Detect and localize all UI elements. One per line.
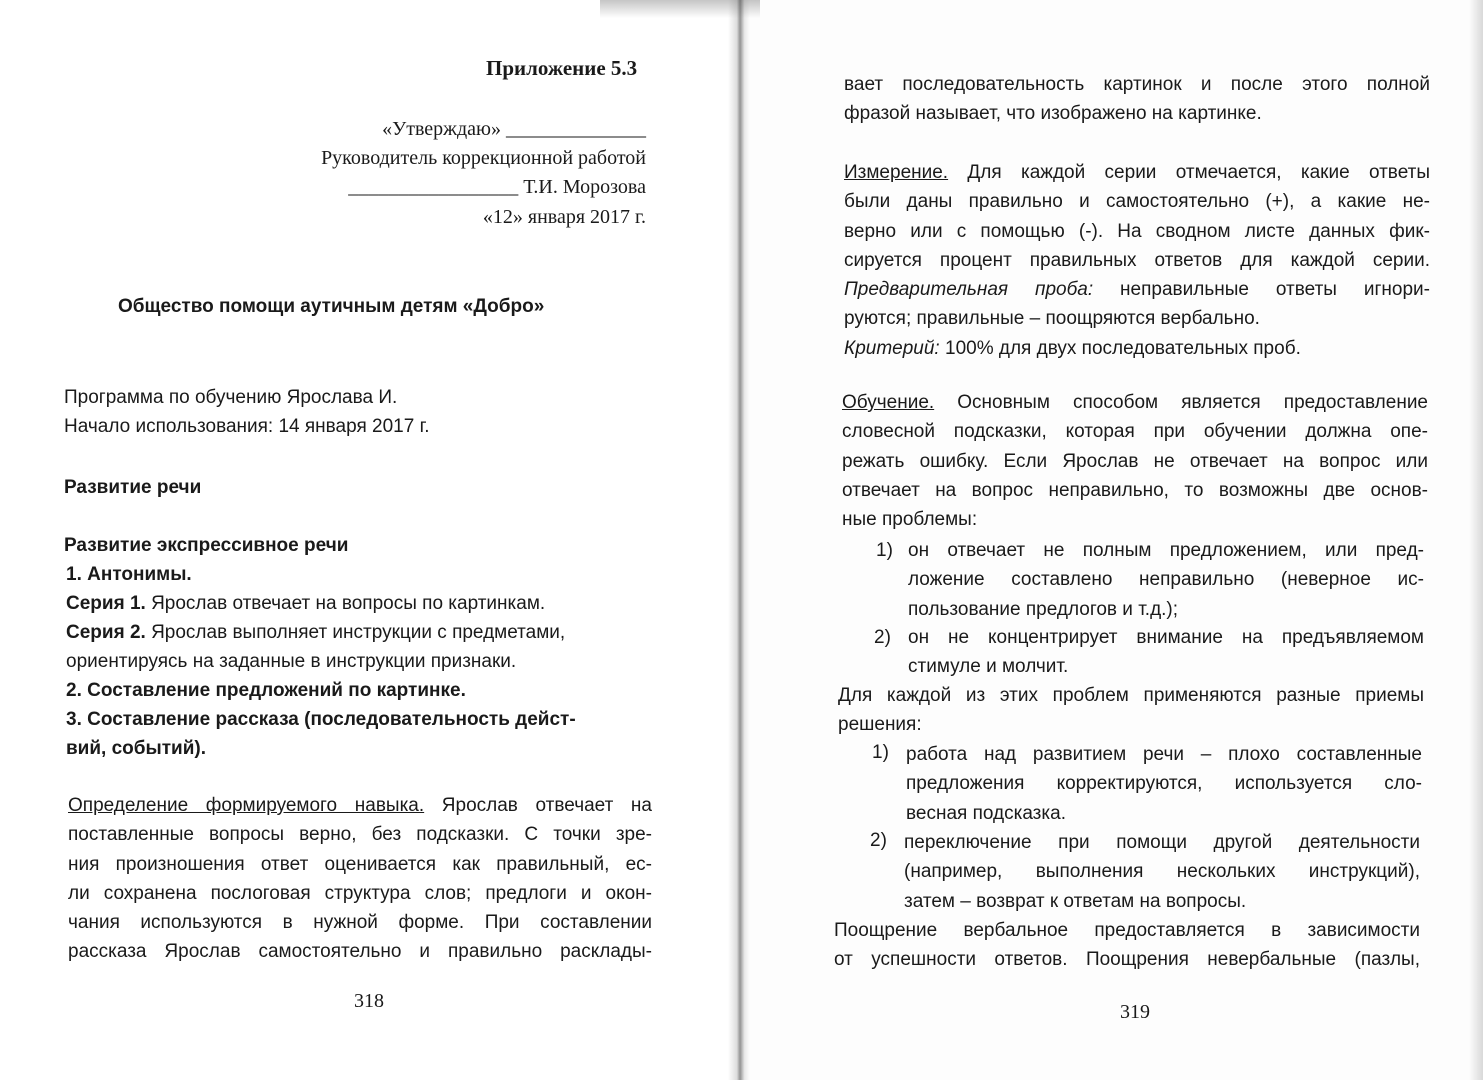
solution1-number: 1)	[872, 742, 889, 763]
text-line: весная подсказка.	[906, 802, 1066, 824]
page-number-right: 319	[1120, 1001, 1150, 1023]
text-line: фразой называет, что изображено на картинке.	[844, 103, 1262, 125]
text-line: поставленные вопросы верно, без подсказки. С точки зре-	[68, 824, 652, 846]
problem2-text	[908, 623, 1424, 682]
org-title: Общество помощи аутичным детям «Добро»	[118, 296, 545, 317]
criterion-label: Критерий:	[844, 337, 940, 359]
page-edge-shadow	[1469, 0, 1483, 1080]
book-gutter	[728, 0, 750, 1080]
text-line: затем – возврат к ответам на вопросы.	[904, 890, 1247, 912]
solution1-text	[906, 740, 1422, 828]
text-line: руются; правильные – поощряются вербально.	[844, 308, 1260, 330]
item-sentences: 2. Составление предложений по картинке.	[66, 680, 466, 701]
signature-line: _________________ Т.И. Морозова	[348, 176, 646, 198]
series2-text: Ярослав выполняет инструкции с предметами,	[145, 622, 566, 643]
text-line: решения:	[838, 714, 922, 736]
text-line: рассказа Ярослав самостоятельно и правильно расклады-	[68, 941, 652, 963]
start-date-line: Начало использования: 14 января 2017 г.	[64, 416, 430, 437]
text-line: сируется процент правильных ответов для каждой серии.	[844, 249, 1430, 271]
text-line: предложения корректируются, используется сло-	[906, 773, 1422, 795]
text-line: ли сохранена послоговая структура слов; предлоги и окон-	[68, 882, 652, 904]
pretest-label: Предварительная проба:	[844, 279, 1094, 301]
text-line: словесной подсказки, которая при обучении должна опе-	[842, 421, 1428, 443]
text-line: ложение составлено неправильно (неверное ис-	[908, 569, 1424, 591]
continuation-paragraph	[844, 70, 1430, 129]
text-line: он отвечает не полным предложением, или пред-	[908, 540, 1424, 561]
definition-paragraph	[68, 791, 652, 967]
right-page	[738, 0, 1483, 1080]
section-heading: Развитие речи	[64, 477, 202, 498]
text-line: чания используются в нужной форме. При составлении	[68, 912, 652, 934]
text-line: Поощрение вербальное предоставляется в зависимости	[834, 920, 1420, 941]
text-line: режать ошибку. Если Ярослав не отвечает на вопрос или	[842, 450, 1428, 472]
program-line: Программа по обучению Ярослава И.	[64, 387, 398, 408]
text-line: стимуле и молчит.	[908, 656, 1069, 678]
appendix-label: Приложение 5.3	[486, 56, 638, 80]
text-line: (например, выполнения нескольких инструкций),	[904, 861, 1420, 883]
text-line: неправильные ответы игнори-	[1093, 279, 1430, 301]
problem2-number: 2)	[874, 627, 891, 648]
text-line: Основным способом является предоставление	[934, 392, 1428, 413]
date-line: «12» января 2017 г.	[482, 206, 646, 228]
series1-text: Ярослав отвечает на вопросы по картинкам.	[145, 593, 546, 614]
text-line: Для каждой из этих проблем применяются разные приемы	[838, 685, 1424, 706]
text-line: пользование предлогов и т.д.);	[908, 598, 1179, 620]
text-line: ния произношения ответ оценивается как правильный, ес-	[68, 853, 652, 875]
text-line: переключение при помощи другой деятельности	[904, 832, 1420, 853]
text-line: отвечает на вопрос неправильно, то возможны две основ-	[842, 479, 1428, 501]
definition-heading: Определение формируемого навыка.	[68, 795, 425, 816]
problem1-number: 1)	[876, 540, 893, 561]
subsection-heading: Развитие экспрессивное речи	[64, 535, 349, 556]
measurement-heading: Измерение.	[844, 162, 949, 183]
training-paragraph	[842, 388, 1428, 534]
text-line: Ярослав отвечает на	[424, 795, 652, 816]
text-line: верно или с помощью (-). На сводном листе данных фик-	[844, 220, 1430, 242]
problem1-text	[908, 536, 1424, 624]
measurement-paragraph	[844, 158, 1430, 363]
text-line: от успешности ответов. Поощрения невербальные (пазлы,	[834, 949, 1420, 971]
training-heading: Обучение.	[842, 392, 935, 413]
solution2-text	[904, 828, 1420, 916]
text-line: 100% для двух последовательных проб.	[939, 337, 1301, 359]
encouragement-paragraph	[834, 916, 1420, 975]
item-story-line2: вий, событий).	[66, 738, 207, 759]
text-line: были даны правильно и самостоятельно (+), а какие не-	[844, 191, 1430, 213]
page-number-left: 318	[354, 990, 384, 1012]
series2-line	[66, 618, 565, 647]
item-story-line1: 3. Составление рассказа (последовательность дейст-	[66, 709, 576, 730]
solution2-number: 2)	[870, 830, 887, 851]
series1-label: Серия 1.	[66, 593, 146, 614]
solutions-intro	[838, 681, 1424, 740]
approve-line: «Утверждаю» ______________	[382, 118, 646, 140]
text-line: работа над развитием речи – плохо составленные	[906, 744, 1422, 765]
text-line: он не концентрирует внимание на предъявляемом	[908, 627, 1424, 648]
text-line: Для каждой серии отмечается, какие ответы	[948, 162, 1430, 183]
series2-label: Серия 2.	[66, 622, 146, 643]
series2-continuation: ориентируясь на заданные в инструкции признаки.	[66, 651, 517, 672]
text-line: ные проблемы:	[842, 509, 978, 531]
item-antonyms: 1. Антонимы.	[66, 564, 192, 585]
head-line: Руководитель коррекционной работой	[321, 147, 646, 169]
left-page	[0, 0, 738, 1080]
series1-line	[66, 589, 545, 618]
text-line: вает последовательность картинок и после этого полной	[844, 74, 1430, 95]
